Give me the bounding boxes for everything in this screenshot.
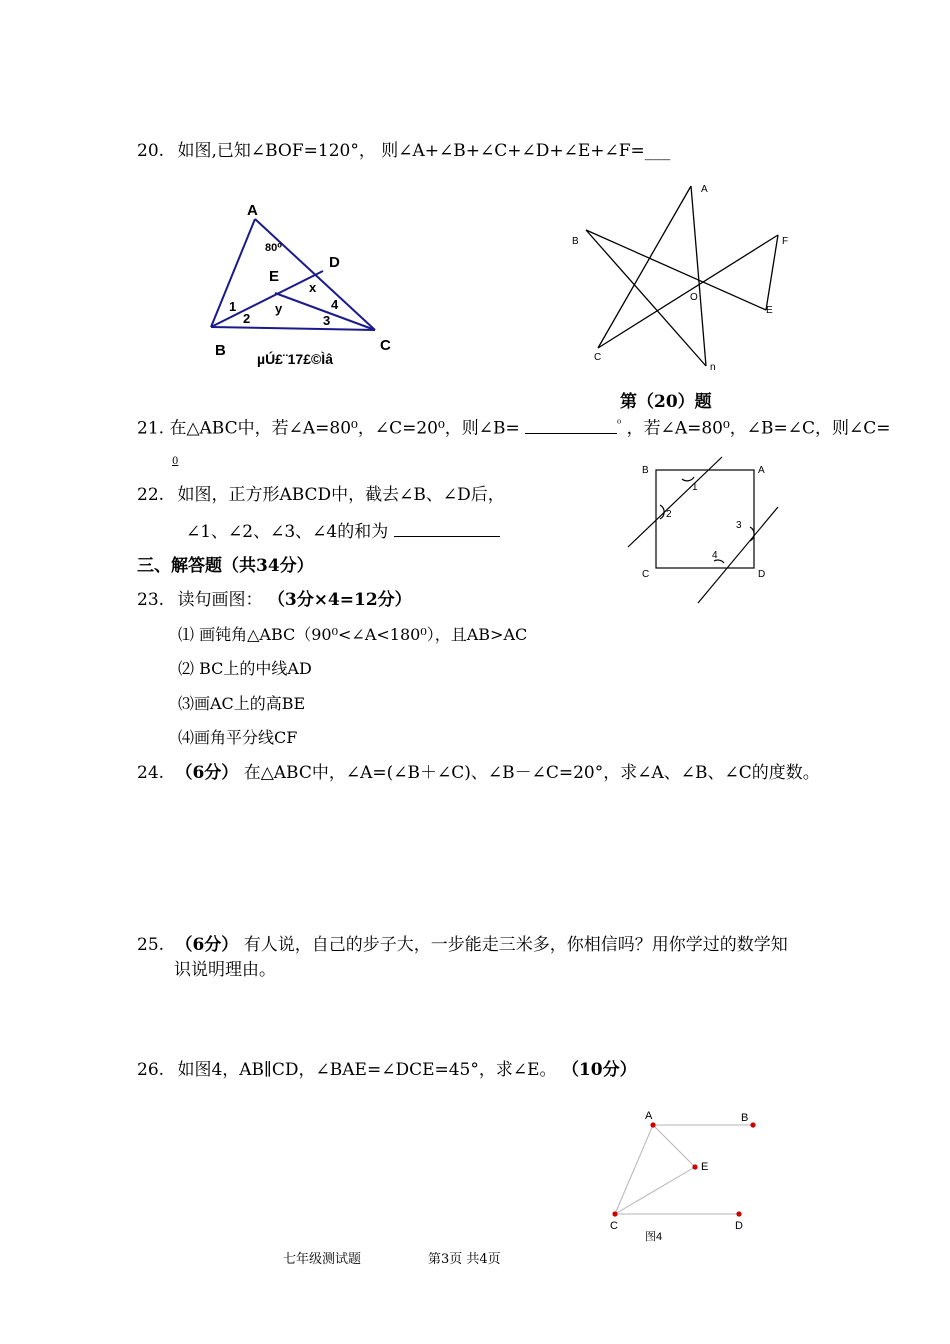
q21-blank-a[interactable] <box>525 417 617 434</box>
q24-text: 在△ABC中，∠A=(∠B＋∠C)、∠B－∠C=20°，求∠A、∠B、∠C的度数。 <box>243 763 820 783</box>
fig4-label-b: B <box>741 1112 749 1124</box>
footer-right: 第3页 共4页 <box>428 1252 501 1267</box>
q26-line <box>137 1059 637 1081</box>
q26-score: （10分） <box>561 1060 637 1080</box>
segment-ce <box>615 1167 695 1214</box>
section3-title: 三、解答题（共34分） <box>137 556 314 576</box>
label-e: E <box>269 268 280 285</box>
line-ac <box>598 186 691 348</box>
q22-text-1: 如图，正方形ABCD中，截去∠B、∠D后， <box>177 485 505 505</box>
q24-number: 24. <box>137 763 165 783</box>
q23-item-1: ⑴ 画钝角△ABC（90⁰<∠A<180⁰），且AB>AC <box>178 625 528 644</box>
side-bc <box>211 327 375 330</box>
q25-text-2: 识说明理由。 <box>174 960 276 980</box>
line-be <box>586 230 766 310</box>
square-label-b: B <box>642 465 649 476</box>
q22-number: 22. <box>137 485 165 505</box>
fig4-label-e: E <box>701 1161 709 1173</box>
q22-line2 <box>186 520 500 543</box>
fig4-label-a: A <box>645 1110 653 1122</box>
q21-line <box>137 414 891 440</box>
fig4-caption: 图4 <box>645 1231 663 1243</box>
square-label-c: C <box>642 569 650 580</box>
q22-text-2: ∠1、∠2、∠3、∠4的和为 <box>186 522 389 542</box>
q25-text-1: 有人说，自己的步子大，一步能走三米多，你相信吗？用你学过的数学知 <box>243 935 788 955</box>
star-label-c: C <box>594 352 602 363</box>
q21-number: 21. <box>137 418 165 439</box>
triangle-figure <box>195 195 410 375</box>
q23-item-4: ⑷画角平分线CF <box>178 728 298 747</box>
q26-number: 26. <box>137 1060 165 1080</box>
q26-text: 如图4，AB∥CD，∠BAE=∠DCE=45°，求∠E。 <box>177 1060 557 1080</box>
q23-item-3: ⑶画AC上的高BE <box>178 694 306 713</box>
square-label-a: A <box>758 465 765 476</box>
q20-line <box>137 140 670 162</box>
label-d: D <box>329 254 340 271</box>
line-cf <box>598 235 778 348</box>
square-label-4: 4 <box>712 550 718 561</box>
segment-ae <box>653 1125 695 1167</box>
label-angle-80: 80⁰ <box>265 242 283 254</box>
fig20-caption: 第（20）题 <box>620 392 712 412</box>
label-2: 2 <box>243 311 251 326</box>
angle-arc-2 <box>660 505 664 519</box>
square-label-2: 2 <box>666 509 672 520</box>
star-figure <box>560 180 800 375</box>
q21-text-b: ，若∠A=80⁰，∠B=∠C，则∠C= <box>626 418 891 439</box>
square-label-3: 3 <box>736 520 742 531</box>
q24-line <box>137 762 820 784</box>
label-3: 3 <box>323 313 331 328</box>
q21-text-a: 在△ABC中，若∠A=80⁰，∠C=20⁰，则∠B= <box>169 418 520 439</box>
star-label-f: F <box>782 236 789 247</box>
footer-left: 七年级测试题 <box>283 1252 362 1267</box>
line-bn <box>586 230 706 366</box>
q21-unit-b: 0 <box>172 456 179 467</box>
line-an <box>691 186 706 366</box>
label-4: 4 <box>331 297 339 312</box>
q25-line1 <box>137 934 788 956</box>
q25-score: （6分） <box>175 935 239 955</box>
q23-line <box>137 589 412 611</box>
square-label-1: 1 <box>692 482 698 493</box>
star-label-a: A <box>701 184 708 195</box>
fig4-label-c: C <box>610 1220 618 1232</box>
q23-item-2: ⑵ BC上的中线AD <box>178 659 312 678</box>
square-label-d: D <box>758 569 766 580</box>
q23-number: 23. <box>137 590 165 610</box>
angle-arc-1 <box>682 477 694 481</box>
segment-ac <box>615 1125 653 1214</box>
figure-4 <box>605 1105 775 1245</box>
fig17-caption: µÚ£¨17£©Ìâ <box>257 351 333 367</box>
q25-number: 25. <box>137 935 165 955</box>
point-e <box>692 1164 697 1169</box>
point-c <box>612 1211 617 1216</box>
q21-unit-a: ⁰ <box>617 419 622 430</box>
star-label-n: n <box>710 362 716 373</box>
q23-title: 读句画图： <box>177 590 263 610</box>
q22-line1 <box>137 484 505 506</box>
star-label-e: E <box>766 305 773 316</box>
q24-score: （6分） <box>175 763 239 783</box>
point-a <box>650 1122 655 1127</box>
q21-line2 <box>172 448 178 473</box>
star-label-o: O <box>690 292 698 303</box>
q23-score: （3分×4=12分） <box>267 590 412 610</box>
label-a: A <box>247 202 258 219</box>
label-c: C <box>380 337 391 354</box>
square-figure <box>620 455 780 605</box>
q22-blank[interactable] <box>394 520 500 537</box>
q20-text: 如图,已知∠BOF=120°， 则∠A+∠B+∠C+∠D+∠E+∠F=___ <box>177 141 671 161</box>
label-1: 1 <box>229 299 237 314</box>
point-d <box>736 1211 741 1216</box>
line-fe <box>766 235 778 310</box>
label-x: x <box>309 280 317 295</box>
star-label-b: B <box>572 236 579 247</box>
fig4-label-d: D <box>735 1220 743 1232</box>
point-b <box>750 1122 755 1127</box>
q20-number: 20. <box>137 141 165 161</box>
segment-bd <box>211 271 323 327</box>
label-b: B <box>215 342 226 359</box>
label-y: y <box>275 301 283 316</box>
